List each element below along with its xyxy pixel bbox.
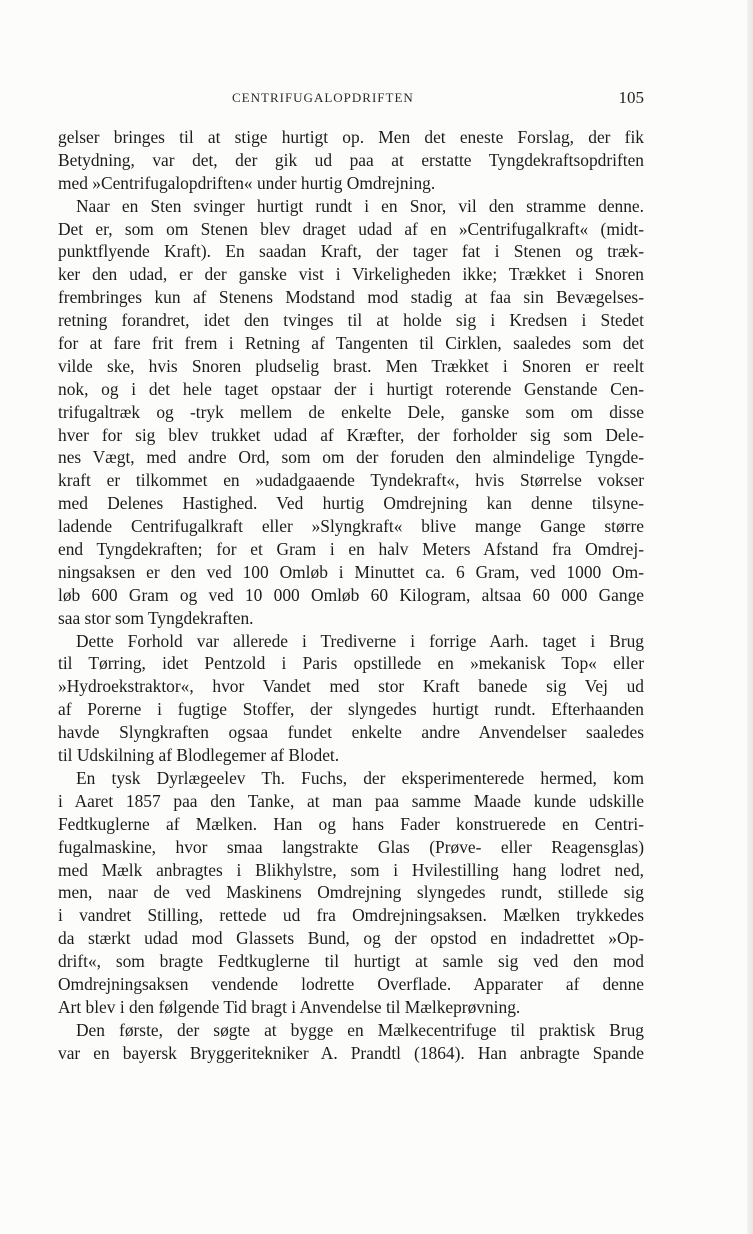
text-line: Den første, der søgte at bygge en Mælkecentrifuge til praktisk Brug — [76, 1019, 644, 1040]
text-line: men, naar de ved Maskinens Omdrejning slyngedes rundt, stillede sig — [58, 882, 644, 903]
text-line: »Hydroekstraktor«, hvor Vandet med stor Kraft banede sig Vej ud — [58, 676, 644, 697]
page-number: 105 — [618, 88, 644, 107]
text-line: havde Slyngkraften ogsaa fundet enkelte andre Anvendelser saaledes — [58, 722, 644, 743]
text-line: ladende Centrifugalkraft eller »Slyngkraft« blive mange Gange større — [58, 516, 644, 537]
text-line: for at fare frit frem i Retning af Tangenten til Cirklen, saaledes som det — [58, 333, 644, 354]
text-line: i Aaret 1857 paa den Tanke, at man paa samme Maade kunde udskille — [58, 790, 644, 811]
text-line: med »Centrifugalopdriften« under hurtig Omdrejning. — [58, 172, 436, 193]
text-line: En tysk Dyrlægeelev Th. Fuchs, der eksperimenterede hermed, kom — [76, 767, 644, 788]
text-line: Naar en Sten svinger hurtigt rundt i en Snor, vil den stramme denne. — [76, 195, 644, 216]
text-line: til Tørring, idet Pentzold i Paris opstillede en »mekanisk Top« eller — [58, 653, 644, 674]
text-line: med Delenes Hastighed. Ved hurtig Omdrejning kan denne tilsyne- — [58, 493, 644, 514]
text-line: i vandret Stilling, rettede ud fra Omdrejningsaksen. Mælken trykkedes — [58, 905, 644, 926]
text-line: da stærkt udad mod Glassets Bund, og der opstod en indadrettet »Op- — [58, 928, 644, 949]
text-line: var en bayersk Bryggeritekniker A. Prandtl (1864). Han anbragte Spande — [58, 1042, 644, 1063]
text-line: end Tyngdekraften; for et Gram i en halv Meters Afstand fra Omdrej- — [58, 539, 644, 560]
page-edge — [747, 0, 753, 1234]
text-line: frembringes kun af Stenens Modstand mod stadig at faa sin Bevægelses- — [58, 287, 644, 308]
running-head: CENTRIFUGALOPDRIFTEN — [232, 90, 414, 105]
text-line: ningsaksen er den ved 100 Omløb i Minuttet ca. 6 Gram, ved 1000 Om- — [58, 561, 644, 582]
page-header — [58, 88, 644, 112]
text-line: ker den udad, er der ganske vist i Virkeligheden ikke; Trækket i Snoren — [58, 264, 644, 285]
text-line: punktflyende Kraft). En saadan Kraft, der tager fat i Stenen og træk- — [58, 241, 644, 262]
body-text — [58, 126, 644, 1065]
text-line: Betydning, var det, der gik ud paa at erstatte Tyngdekraftsopdriften — [58, 149, 644, 170]
text-line: løb 600 Gram og ved 10 000 Omløb 60 Kilogram, altsaa 60 000 Gange — [58, 584, 644, 605]
text-line: hver for sig blev trukket udad af Kræfter, der forholder sig som Dele- — [58, 424, 644, 445]
text-line: retning forandret, idet den tvinges til at holde sig i Kredsen i Stedet — [58, 310, 644, 331]
text-line: af Porerne i fugtige Stoffer, der slyngedes hurtigt rundt. Efterhaanden — [58, 699, 644, 720]
text-line: drift«, som bragte Fedtkuglerne til hurtigt at samle sig ved den mod — [58, 951, 644, 972]
text-line: vilde ske, hvis Snoren pludselig brast. Men Trækket i Snoren er reelt — [58, 355, 644, 376]
text-line: Fedtkuglerne af Mælken. Han og hans Fader konstruerede en Centri- — [58, 813, 644, 834]
text-line: kraft er tilkommet en »udadgaaende Tyndekraft«, hvis Størrelse vokser — [58, 470, 644, 491]
text-line: nok, og i det hele taget opstaar der i hurtigt roterende Genstande Cen- — [58, 378, 644, 399]
text-line: med Mælk anbragtes i Blikhylstre, som i Hvilestilling hang lodret ned, — [58, 859, 644, 880]
text-line: Det er, som om Stenen blev draget udad af en »Centrifugalkraft« (midt- — [58, 218, 644, 239]
text-line: Dette Forhold var allerede i Trediverne i forrige Aarh. taget i Brug — [76, 630, 644, 651]
text-line: trifugaltræk og -tryk mellem de enkelte Dele, ganske som om disse — [58, 401, 644, 422]
text-line: Art blev i den følgende Tid bragt i Anvendelse til Mælkeprøvning. — [58, 996, 521, 1017]
text-line: til Udskilning af Blodlegemer af Blodet. — [58, 745, 340, 766]
text-line: Omdrejningsaksen vendende lodrette Overflade. Apparater af denne — [58, 973, 644, 994]
text-line: fugalmaskine, hvor smaa langstrakte Glas (Prøve- eller Reagensglas) — [58, 836, 644, 857]
text-line: gelser bringes til at stige hurtigt op. Men det eneste Forslag, der fik — [58, 127, 644, 147]
text-line: saa stor som Tyngdekraften. — [58, 607, 254, 628]
text-line: nes Vægt, med andre Ord, som om der foruden den almindelige Tyngde- — [58, 447, 644, 468]
